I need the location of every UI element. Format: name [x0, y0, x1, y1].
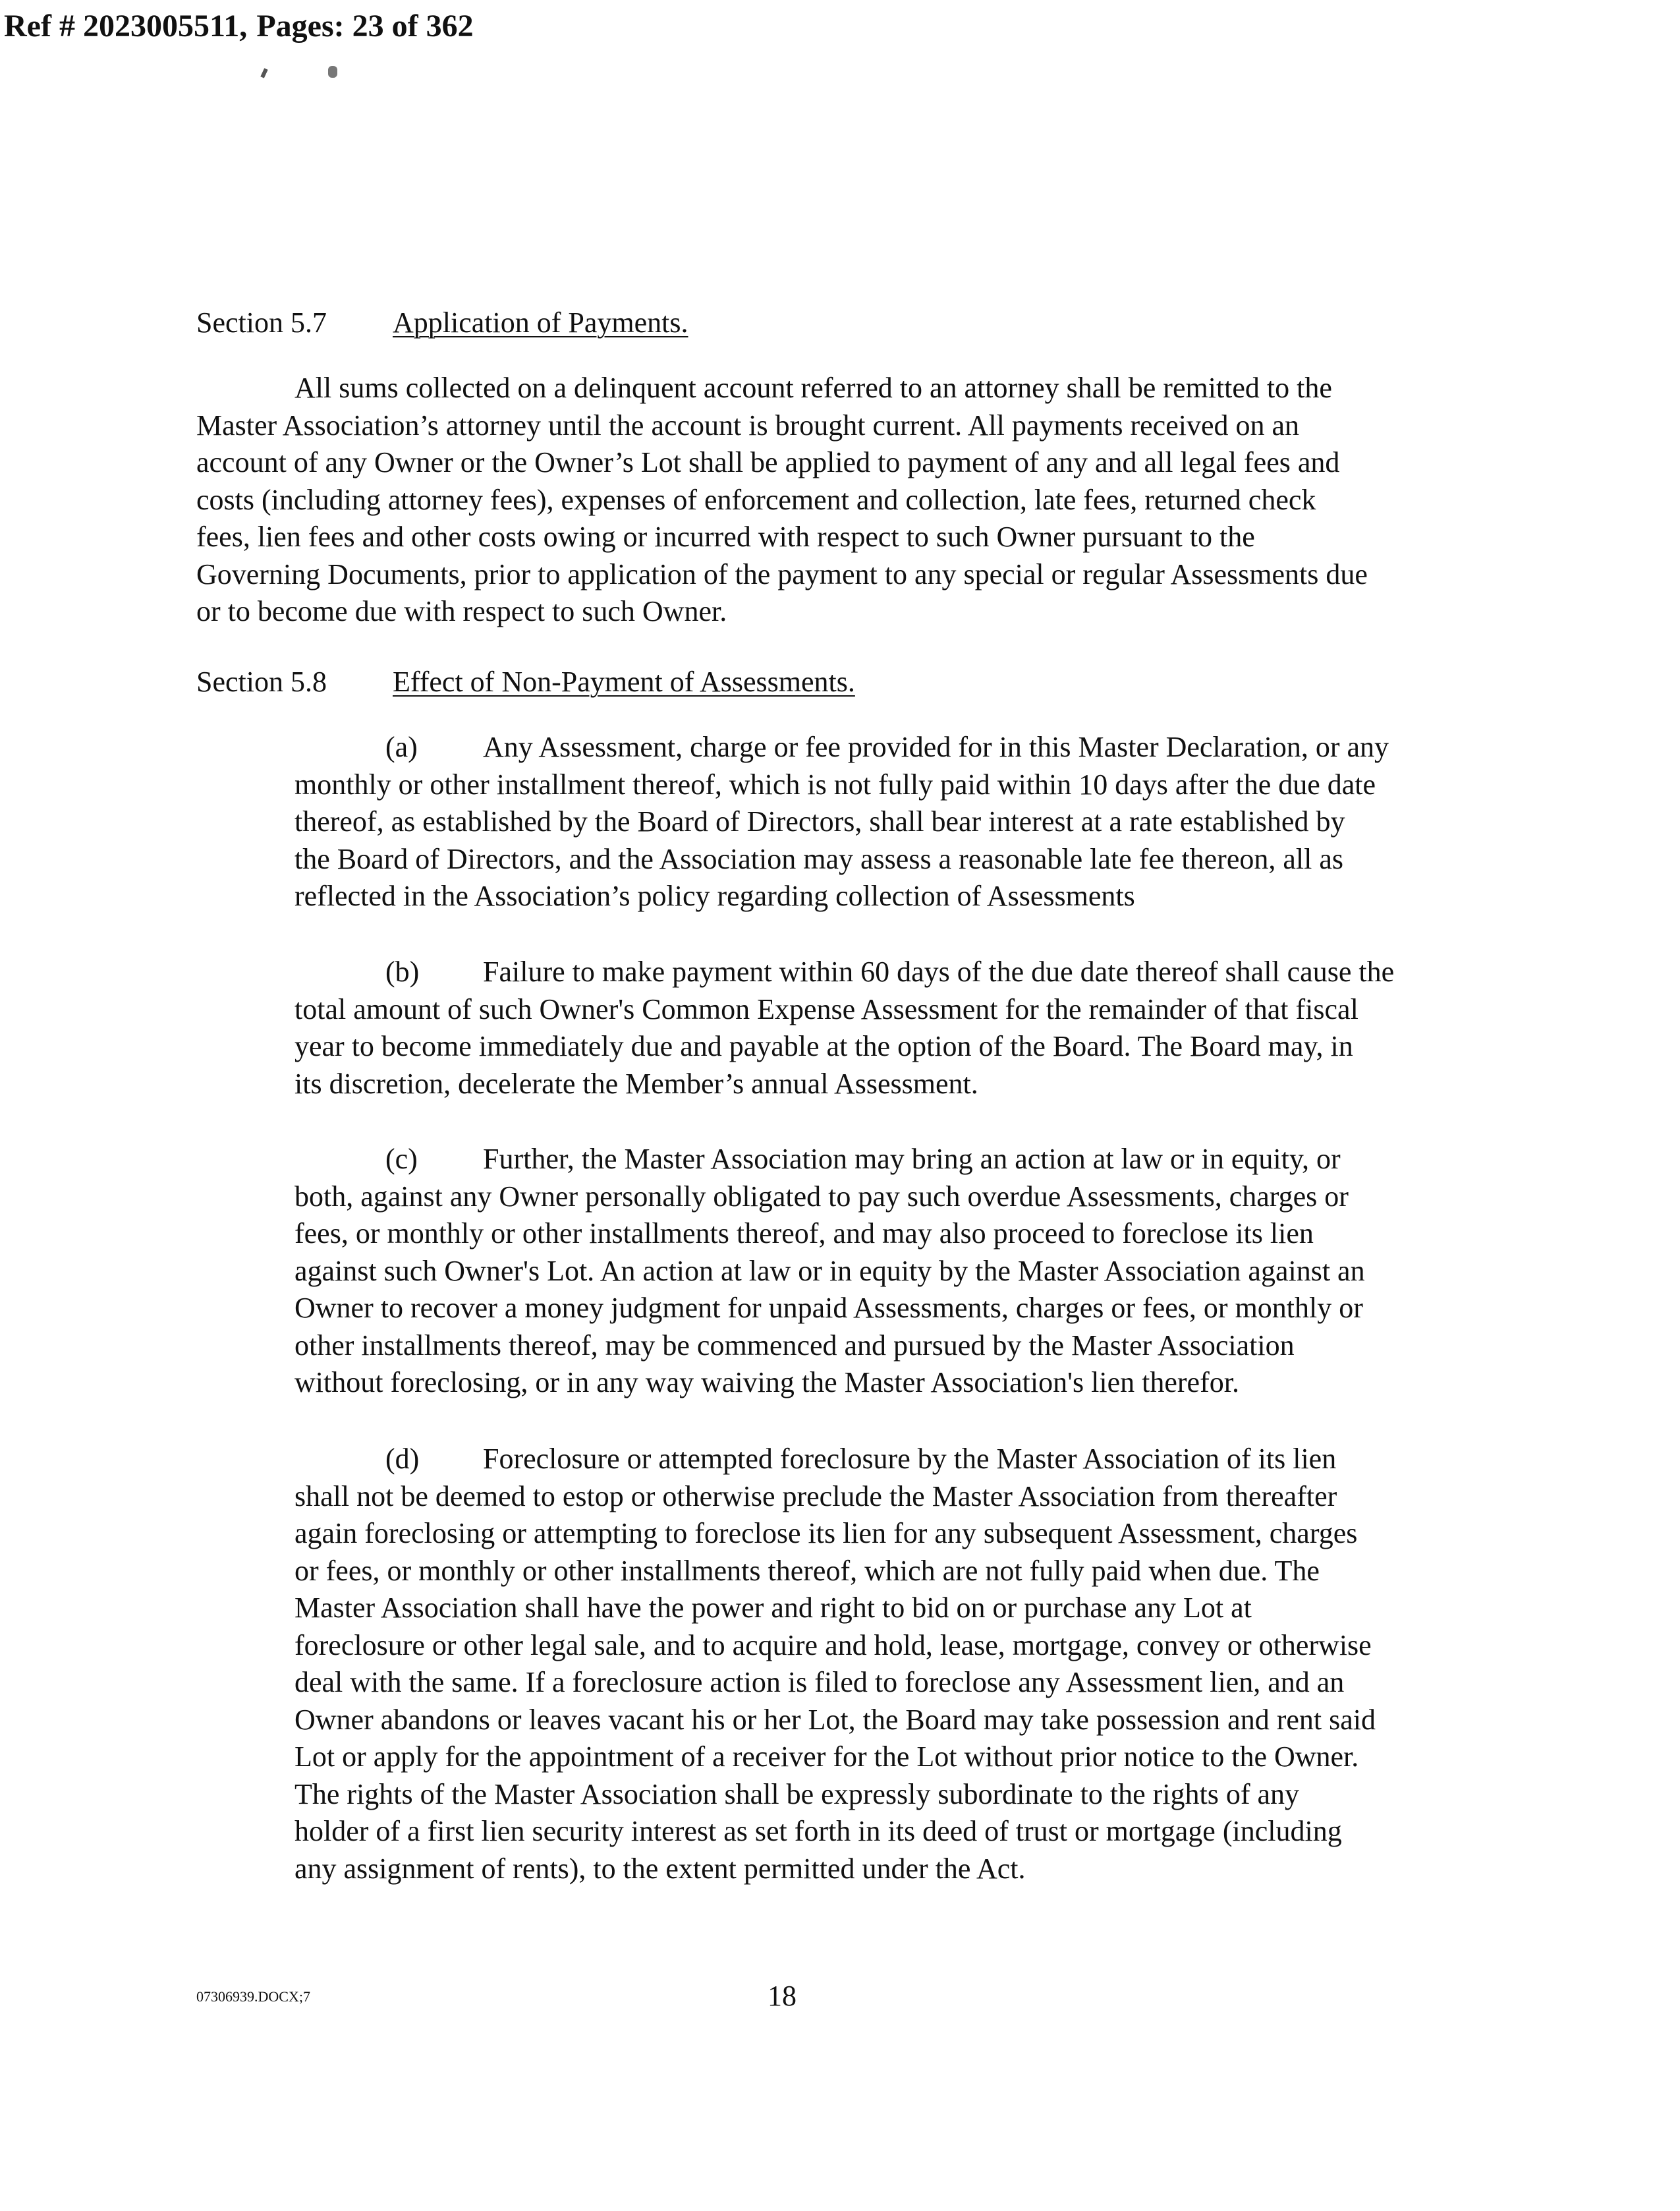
document-file-reference: 07306939.DOCX;7 [196, 1988, 310, 2005]
subsection-label: (c) [385, 1143, 418, 1175]
paragraph-line: reflected in the Association’s policy regarding collection of Assessments [294, 880, 1135, 912]
subsection-label: (d) [385, 1443, 420, 1475]
paragraph-line: fees, or monthly or other installments thereof, and may also proceed to foreclose its lien [294, 1217, 1314, 1249]
section-5-7-paragraph [196, 370, 1368, 631]
paragraph-line: shall not be deemed to estop or otherwise preclude the Master Association from thereafter [294, 1479, 1337, 1512]
page-count: Pages: 23 of 362 [256, 9, 474, 43]
paragraph-line: other installments thereof, may be commenced and pursued by the Master Association [294, 1329, 1295, 1362]
subsection-c [294, 1141, 1365, 1402]
paragraph-line: monthly or other installment thereof, which is not fully paid within 10 days after the due date [294, 768, 1376, 801]
paragraph-line: fees, lien fees and other costs owing or incurred with respect to such Owner pursuant to the [196, 521, 1255, 553]
section-number: Section 5.7 [196, 306, 327, 339]
section-title: Effect of Non-Payment of Assessments. [393, 666, 855, 698]
paragraph-line: (a) Any Assessment, charge or fee provided for in this Master Declaration, or any [294, 729, 1389, 766]
paragraph-line: against such Owner's Lot. An action at law or in equity by the Master Association against an [294, 1254, 1365, 1287]
paragraph-line: Master Association’s attorney until the account is brought current. All payments received on an [196, 409, 1300, 442]
paragraph-line: or to become due with respect to such Owner. [196, 595, 727, 627]
paragraph-line: the Board of Directors, and the Association may assess a reasonable late fee thereon, all as [294, 842, 1343, 875]
paragraph-line: deal with the same. If a foreclosure action is filed to foreclose any Assessment lien, and an [294, 1666, 1345, 1698]
paragraph-line: account of any Owner or the Owner’s Lot shall be applied to payment of any and all legal fees and [196, 446, 1340, 478]
paragraph-line: year to become immediately due and payable at the option of the Board. The Board may, in [294, 1030, 1353, 1062]
section-title: Application of Payments. [393, 306, 688, 339]
subsection-b [294, 954, 1394, 1103]
paragraph-line: foreclosure or other legal sale, and to acquire and hold, lease, mortgage, convey or otherwise [294, 1628, 1372, 1661]
section-5-8-heading [196, 664, 855, 701]
paragraph-line: any assignment of rents), to the extent permitted under the Act. [294, 1852, 1026, 1885]
scan-artifact-marks [262, 63, 354, 82]
subsection-label: (a) [385, 731, 418, 763]
paragraph-line: Lot or apply for the appointment of a receiver for the Lot without prior notice to the Owner. [294, 1740, 1359, 1773]
page-number: 18 [768, 1980, 797, 2012]
paragraph-line: thereof, as established by the Board of Directors, shall bear interest at a rate established by [294, 805, 1345, 838]
subsection-d [294, 1441, 1376, 1887]
paragraph-line: Governing Documents, prior to application of the payment to any special or regular Assessments due [196, 558, 1368, 590]
paragraph-line: holder of a first lien security interest as set forth in its deed of trust or mortgage (including [294, 1815, 1342, 1847]
paragraph-line: Owner abandons or leaves vacant his or her Lot, the Board may take possession and rent said [294, 1703, 1376, 1736]
paragraph-line: total amount of such Owner's Common Expense Assessment for the remainder of that fiscal [294, 992, 1358, 1025]
record-reference-header [4, 7, 474, 46]
paragraph-line: its discretion, decelerate the Member’s annual Assessment. [294, 1067, 978, 1100]
paragraph-line: (c) Further, the Master Association may bring an action at law or in equity, or [294, 1141, 1365, 1178]
ref-number: Ref # 2023005511, [4, 9, 248, 43]
paragraph-line: All sums collected on a delinquent account referred to an attorney shall be remitted to the [294, 372, 1332, 404]
paragraph-line: (d) Foreclosure or attempted foreclosure by the Master Association of its lien [294, 1441, 1376, 1478]
paragraph-line: The rights of the Master Association shall be expressly subordinate to the rights of any [294, 1777, 1300, 1810]
subsection-a [294, 729, 1389, 915]
paragraph-line: Owner to recover a money judgment for unpaid Assessments, charges or fees, or monthly or [294, 1292, 1363, 1324]
paragraph-line: Master Association shall have the power and right to bid on or purchase any Lot at [294, 1592, 1252, 1624]
subsection-label: (b) [385, 956, 420, 988]
paragraph-line: without foreclosing, or in any way waiving the Master Association's lien therefor. [294, 1366, 1239, 1398]
paragraph-line: both, against any Owner personally obligated to pay such overdue Assessments, charges or [294, 1180, 1349, 1213]
paragraph-line: again foreclosing or attempting to foreclose its lien for any subsequent Assessment, charges [294, 1517, 1358, 1549]
paragraph-line: (b) Failure to make payment within 60 days of the due date thereof shall cause the [294, 954, 1394, 991]
section-number: Section 5.8 [196, 666, 327, 698]
section-5-7-heading [196, 304, 688, 342]
paragraph-line: costs (including attorney fees), expenses of enforcement and collection, late fees, returned check [196, 483, 1316, 516]
paragraph-line: or fees, or monthly or other installments thereof, which are not fully paid when due. The [294, 1554, 1320, 1587]
